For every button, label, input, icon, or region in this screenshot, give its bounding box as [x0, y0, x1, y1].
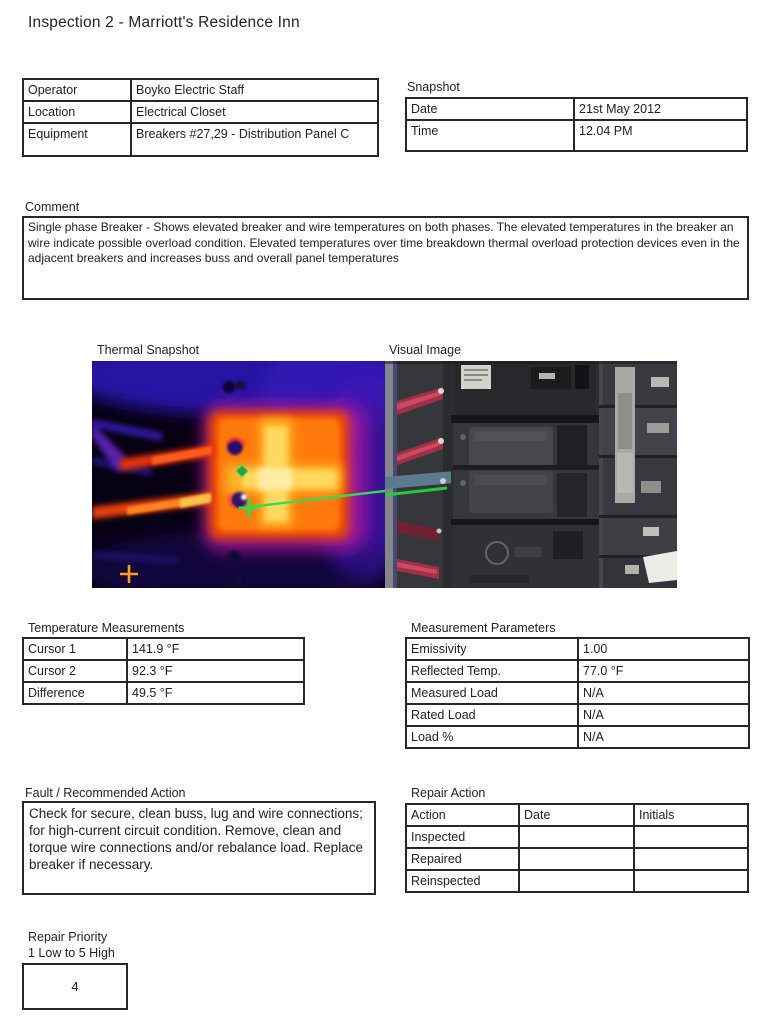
repair-date-cell [519, 870, 634, 892]
table-row [23, 682, 304, 704]
repair-action-inspected: Inspected [406, 826, 519, 848]
comment-box [22, 216, 749, 300]
repair-initials-cell [634, 848, 748, 870]
snapshot-table [405, 97, 748, 152]
measured-load-value: N/A [578, 682, 749, 704]
info-label-operator: Operator [23, 79, 131, 101]
table-row [406, 98, 747, 120]
table-row [406, 826, 748, 848]
repair-col-date: Date [519, 804, 634, 826]
comment-heading: Comment [25, 200, 80, 214]
load-percent-value: N/A [578, 726, 749, 748]
priority-heading: Repair Priority [28, 930, 108, 944]
fault-heading: Fault / Recommended Action [25, 786, 186, 800]
cursor-1-value: 141.9 °F [127, 638, 304, 660]
temperature-table [22, 637, 305, 705]
rated-load-label: Rated Load [406, 704, 578, 726]
cursor-2-label: Cursor 2 [23, 660, 127, 682]
snapshot-label-date: Date [406, 98, 574, 120]
cursor-2-value: 92.3 °F [127, 660, 304, 682]
repair-table [405, 803, 749, 893]
table-row [406, 638, 749, 660]
repair-initials-cell [634, 870, 748, 892]
rated-load-value: N/A [578, 704, 749, 726]
center-breaker-column [451, 361, 599, 588]
info-label-equipment: Equipment [23, 123, 131, 156]
visual-image-heading: Visual Image [389, 343, 462, 357]
table-row [406, 120, 747, 151]
table-row [23, 123, 378, 156]
snapshot-heading: Snapshot [407, 80, 460, 94]
repair-action-repaired: Repaired [406, 848, 519, 870]
repair-date-cell [519, 848, 634, 870]
table-row [23, 638, 304, 660]
load-percent-label: Load % [406, 726, 578, 748]
snapshot-value-time: 12.04 PM [574, 120, 747, 151]
table-row [406, 660, 749, 682]
emissivity-label: Emissivity [406, 638, 578, 660]
table-row [23, 101, 378, 123]
reflected-temp-value: 77.0 °F [578, 660, 749, 682]
table-row [23, 660, 304, 682]
repair-action-reinspected: Reinspected [406, 870, 519, 892]
cursor-1-label: Cursor 1 [23, 638, 127, 660]
right-breaker-column [599, 361, 677, 588]
priority-value-box [22, 963, 128, 1010]
priority-heading-block [28, 929, 115, 961]
info-label-location: Location [23, 101, 131, 123]
snapshot-value-date: 21st May 2012 [574, 98, 747, 120]
table-header-row [406, 804, 748, 826]
info-value-location: Electrical Closet [131, 101, 378, 123]
info-value-operator: Boyko Electric Staff [131, 79, 378, 101]
parameters-heading: Measurement Parameters [411, 621, 556, 635]
table-row [406, 848, 748, 870]
table-row [406, 704, 749, 726]
repair-col-initials: Initials [634, 804, 748, 826]
info-table [22, 78, 379, 157]
snapshot-label-time: Time [406, 120, 574, 151]
thermal-image [92, 361, 385, 588]
info-value-equipment: Breakers #27,29 - Distribution Panel C [131, 123, 378, 156]
table-row [406, 870, 748, 892]
table-row [406, 726, 749, 748]
repair-col-action: Action [406, 804, 519, 826]
measured-load-label: Measured Load [406, 682, 578, 704]
repair-heading: Repair Action [411, 786, 486, 800]
priority-value: 4 [71, 979, 79, 994]
reflected-temp-label: Reflected Temp. [406, 660, 578, 682]
fault-text: Check for secure, clean buss, lug and wire connections; for high-current circuit condition. Remove, clean and torque wire connections and/or rebalance load. Replace breaker if necessary. [29, 806, 363, 872]
visual-image [385, 361, 677, 588]
table-row [23, 79, 378, 101]
emissivity-value: 1.00 [578, 638, 749, 660]
table-row [406, 682, 749, 704]
page-title: Inspection 2 - Marriott's Residence Inn [28, 14, 300, 31]
repair-initials-cell [634, 826, 748, 848]
difference-value: 49.5 °F [127, 682, 304, 704]
repair-date-cell [519, 826, 634, 848]
temperature-heading: Temperature Measurements [28, 621, 185, 635]
parameters-table [405, 637, 750, 749]
difference-label: Difference [23, 682, 127, 704]
image-pair [92, 361, 677, 588]
fault-box [22, 801, 376, 895]
comment-text: Single phase Breaker - Shows elevated breaker and wire temperatures on both phases. The elevated temperatures in the breaker an wire indicate possible overload condition. Elevated temperatures over time breakdown thermal overload protection devices even in the adjacent breakers and increases buss and overall panel temperatures [28, 220, 740, 265]
priority-scale: 1 Low to 5 High [28, 946, 115, 960]
thermal-image-heading: Thermal Snapshot [97, 343, 200, 357]
